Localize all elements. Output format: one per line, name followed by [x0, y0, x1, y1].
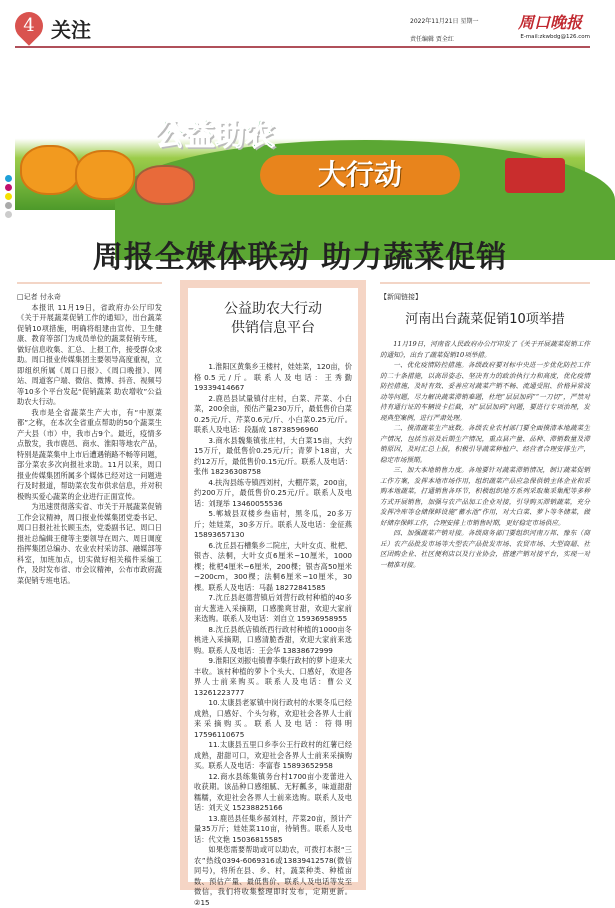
supply-item: 9.淮阳区刘振屯镇曹李集行政村的萝卜迎来大丰收。该村种植的萝卜个头大、口感好，欢迎各界人士前来购买。联系人及电话：曹公义 13261223777: [194, 656, 352, 697]
paragraph: 一、优化疫情防控措施。各级政府要对标中央进一步优化防控工作的二十条措施，以高昂姿态、坚决有力的政治执行力和高度，优化疫情防控措施，及时有效、妥善应对蔬菜产销不畅、流通受阻、价格异常波动等问题，尽力解决蔬菜滞销难题，杜绝“层层加码”“一刀切”，严禁对持有通行证的车辆设卡拦截，对“层层加码”问题，要进行专项治理，发现典型案例，进行严肃处理。: [380, 361, 590, 422]
newspaper-logo: 周口晚报: [517, 13, 582, 32]
supply-item: 6.沈丘县石槽集乡二院庄，大叶女贞、枇杷、银杏、法桐，大叶女贞6厘米~10厘米，1000棵；枇杷4厘米~6厘米，200棵；银杏高50厘米~200cm，300棵；法桐6厘米~10厘米，30棵。联系人及电话：马磊 18272841585: [194, 540, 352, 592]
supply-item: 12.商水县练集镇务台村1700亩小麦蕾进入收获期。该品种口感细腻、无籽瓤多，味道甜甜糯糯，欢迎社会各界人士前来选购。联系人及电话：刘天义 15238825166: [194, 771, 352, 812]
issue-date: 2022年11月21日 星期一: [410, 18, 479, 25]
editor-credit: 责任编辑 贾全红: [410, 36, 454, 43]
page-header: [15, 13, 590, 48]
byline: □记者 付永奇: [17, 293, 61, 301]
article-tag: 【新闻链接】: [380, 293, 422, 301]
banner-title-top: 公益助农: [155, 118, 275, 153]
box-title: 公益助农大行动 供销信息平台: [224, 301, 322, 336]
pumpkin-illustration: [75, 150, 135, 200]
paragraph: 三、加大本地销售力度。各地要针对蔬菜滞销情况，制订蔬菜促销工作方案，发挥本地市场作用，组织蔬菜产品应急保供销主体企业和采购本地蔬菜，打通销售各环节，积极组织地方系列采取集采集配等多种方式开展销售，加强与农产品加工企业对接，引导购买滞销蔬菜，充分发挥冷库等仓储保鲜设施“蓄水池”作用，对大白菜、萝卜等冬储菜，做好储存保鲜工作，合理安排上市销售时期，更好稳定市场供应。: [380, 466, 590, 527]
supply-item: 11.太康县五里口乡李公王行政村的红薯已经成熟，甜甜可口，欢迎社会各界人士前来采摘购买。联系人及电话：李富春 15893652958: [194, 740, 352, 770]
paragraph: 本报讯 11月19日，省政府办公厅印发《关于开展蔬菜促销工作的通知》，出台蔬菜促销10项措施，明确将组建由宣传、卫生健康、教育等部门为成员单位的蔬菜促销专班，做好信息收集、汇总、上报工作，接受群众求助。周口报业传媒集团主要领导高度重视，立即组织所属《周口日报》、《周口晚报》、网站、周道客户端、微信、微博、抖音、视频号等10多个平台发起“促销蔬菜 助农增收”公益助农大行动。: [17, 302, 162, 406]
supply-item: 3.商水县魏集镇张庄村，大白菜15亩，大约15万斤，最低售价0.25元/斤；青萝卜18亩，大约12万斤，最低售价0.15元/斤。联系人及电话：张伟 18236308758: [194, 435, 352, 476]
paragraph: 为迅速贯彻落实省、市关于开展蔬菜促销工作会议精神，周口报业传媒集团党委书记、周口日报社社长顾玉杰，党委副书记、周口日报社总编辑王健等主要领导在周六、周日调度指挥集团总编办、农业农村采访部、融媒部等科室，加班加点，切实做好相关稿件采编工作，及时发布省、市会议精神，公布市政府蔬菜促销专班电话。: [17, 502, 162, 585]
supply-item: 4.扶沟县练寺镇西刘村，大棚芹菜，200亩，约200万斤，最低售价0.25元/斤。联系人及电话：刘现举 13460055536: [194, 477, 352, 508]
tomato-basket-illustration: [135, 165, 195, 205]
supply-item: 2.鹿邑县试量镇付庄村，白菜、芹菜、小白菜，200余亩，预估产量230万斤，最低售价白菜0.25元/斤、芹菜0.6元/斤、小白菜0.25元/斤。联系人及电话：段磊成 18738596960: [194, 393, 352, 434]
section-title: 关注: [51, 18, 91, 42]
supply-item: 5.郸城县双楼乡叁庙村，黑冬瓜，20多万斤；娃娃菜，30多万斤。联系人及电话：金征燕 15893657130: [194, 509, 352, 539]
supply-item: 1.淮阳区黄集乡王楼村，娃娃菜，120亩，价格0.5元/斤。联系人及电话：王秀勤 19339414667: [194, 362, 352, 392]
paragraph: 二、摸清蔬菜生产底数。各级农业农村部门要全面摸清本地蔬菜生产情况，包括当前及后期生产情况，重点县产量、品种、滞销数量及滞销原因，及时汇总上报，积极引导蔬菜种植户、经营者合理安排生产，稳定市场预期。: [380, 424, 590, 464]
paragraph: 我市是全省蔬菜生产大市，有“中原菜都”之称，在本次全省重点帮助的50个蔬菜生产大县（市）中，我市占9个。最近，疫情多点散发，我市鹿邑、商水、淮阳等地农产品，特别是蔬菜集中上市后遭遇销路不畅等问题，部分菜农多次向报社求助。11月以来，周口报业传媒集团所属多个媒体已经对这一问题进行及时报道，帮助菜农发布供求信息，并对积极购买爱心蔬菜的企业进行正面宣传。: [17, 407, 162, 501]
color-registration-marks: [5, 175, 12, 220]
page-number-badge: 4: [9, 6, 49, 46]
supply-item: 13.鹿邑县任集乡郝刘村，芹菜20亩，预计产量35万斤；娃娃菜110亩，待销售。联系人及电话：代文艳 15036815585: [194, 813, 352, 844]
supply-item: 7.沈丘县赵德营镇后刘营行政村种植的40多亩大葱进入采摘期，口感脆爽甘甜，欢迎大家前来选购。联系人及电话：刘自立 15936958955: [194, 593, 352, 623]
supply-info-box: [180, 280, 366, 907]
pumpkin-illustration: [20, 145, 80, 195]
supply-item: 如果您需要帮助或可以助农，可拨打本报“三农”热线0394-6069316或13839412578(微信同号)，将所在县、乡、村，蔬菜种类、种植亩数、预估产量、最低售价、联系人及电话等发至微信，我们将收集整理即时发布，定期更新。 ②15: [194, 845, 352, 907]
article-title: 河南出台蔬菜促销10项举措: [405, 311, 565, 327]
contact-email: E-mail:zkwbdg@126.com: [520, 34, 590, 40]
banner-title-bottom: 大行动: [260, 155, 460, 195]
paragraph: 四、加强蔬菜产销对接。各级商务部门要组织河南万邦、豫东（商丘）农产品批发市场等大型农产品批发市场、农贸市场、大型商超、社区团购企业、社区便利店以及行业协会，搭建产销对接平台，实现一对一精准对接。: [380, 529, 590, 569]
supply-item: 8.沈丘县纸店镇纸西行政村种植的1000亩冬桃进入采摘期，口感清脆香甜，欢迎大家前来选购。联系人及电话：王会华 13838672999: [194, 624, 352, 655]
left-article: [17, 282, 162, 882]
tractor-illustration: [505, 158, 565, 193]
main-headline: 周报全媒体联动 助力蔬菜促销: [92, 240, 508, 275]
supply-item: 10.太康县老冢镇中岗行政村的水果冬瓜已经成熟，口感好、个头匀称，欢迎社会各界人士前来采摘购买。联系人及电话：符得明 17596110675: [194, 698, 352, 739]
campaign-banner: [15, 80, 585, 210]
news-link-article: [380, 282, 590, 882]
paragraph: 11月19日，河南省人民政府办公厅印发了《关于开展蔬菜促销工作的通知》，出台了蔬菜促销10项举措。: [380, 340, 590, 359]
